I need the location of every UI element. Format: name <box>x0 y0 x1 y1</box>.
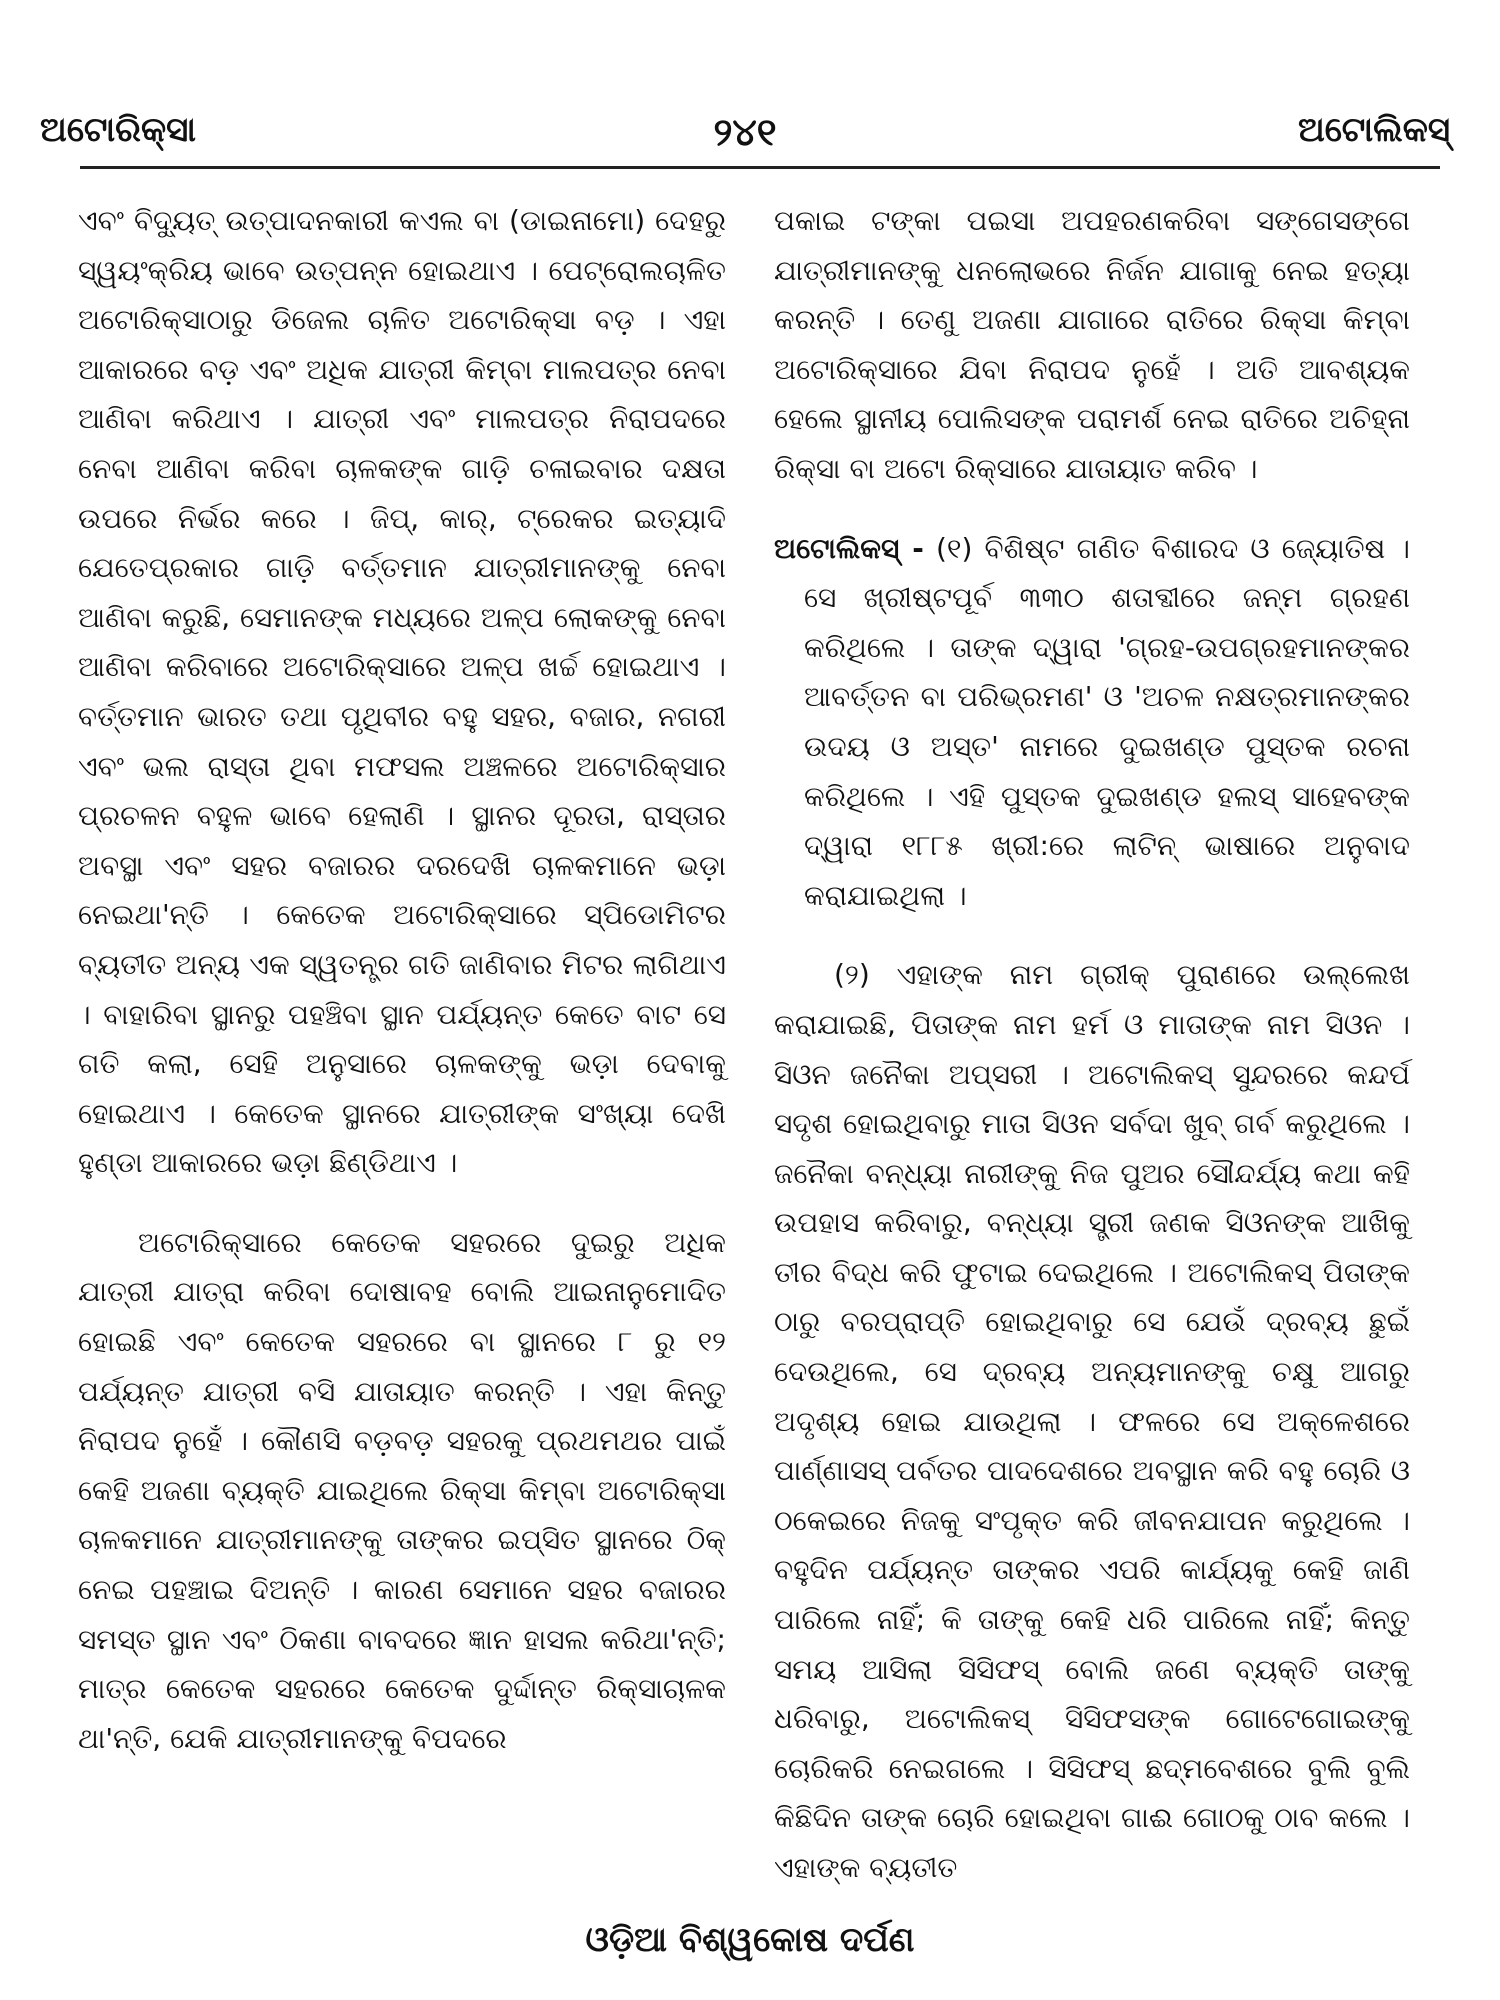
header-left-guide-word: ଅଟୋରିକ୍ସା <box>40 110 196 150</box>
header-right-guide-word: ଅଟୋଲିକସ୍ <box>1297 110 1450 150</box>
entry-body: (୧) ବିଶିଷ୍ଟ ଗଣିତ ବିଶାରଦ ଓ ଜ୍ୟୋତିଷ । ସେ ଖ୍ରୀଷ୍ଟପୂର୍ବ ୩୩୦ ଶତାବ୍ଦୀରେ ଜନ୍ମ ଗ୍ରହଣ କରିଥିଲେ । ତାଙ୍କ ଦ୍ୱାରା 'ଗ୍ରହ-ଉପଗ୍ରହମାନଙ୍କର ଆବର୍ତ୍ତନ ବା ପରିଭ୍ରମଣ' ଓ 'ଅଚଳ ନକ୍ଷତ୍ରମାନଙ୍କର ଉଦୟ ଓ ଅସ୍ତ' ନାମରେ ଦୁଇଖଣ୍ଡ ପୁସ୍ତକ ରଚନା କରିଥିଲେ । ଏହି ପୁସ୍ତକ ଦୁଇଖଣ୍ଡ ହଲସ୍ ସାହେବଙ୍କ ଦ୍ୱାରା ୧୮୮୫ ଖ୍ରୀ:ରେ ଲାଟିନ୍ ଭାଷାରେ ଅନୁବାଦ କରାଯାଇଥିଲା । <box>804 531 1411 912</box>
right-paragraph-1: ପକାଇ ଟଙ୍କା ପଇସା ଅପହରଣକରିବା ସଙ୍ଗେସଙ୍ଗେ ଯାତ୍ରୀମାନଙ୍କୁ ଧନଲୋଭରେ ନିର୍ଜନ ଯାଗାକୁ ନେଇ ହତ୍ୟା କରନ୍ତି । ତେଣୁ ଅଜଣା ଯାଗାରେ ରାତିରେ ରିକ୍ସା କିମ୍ବା ଅଟୋରିକ୍ସାରେ ଯିବା ନିରାପଦ ନୁହେଁ । ଅତି ଆବଶ୍ୟକ ହେଲେ ସ୍ଥାନୀୟ ପୋଲିସଙ୍କ ପରାମର୍ଶ ନେଇ ରାତିରେ ଅଚିହ୍ନା ରିକ୍ସା ବା ଅଟୋ ରିକ୍ସାରେ ଯାତାୟାତ କରିବ । <box>774 204 1410 485</box>
left-paragraph-2: ଅଟୋରିକ୍ସାରେ କେତେକ ସହରରେ ଦୁଇରୁ ଅଧିକ ଯାତ୍ରୀ ଯାତ୍ରା କରିବା ଦୋଷାବହ ବୋଲି ଆଇନାନୁମୋଦିତ ହୋଇଛି ଏବଂ କେତେକ ସହରରେ ବା ସ୍ଥାନରେ ୮ ରୁ ୧୨ ପର୍ଯ୍ୟନ୍ତ ଯାତ୍ରୀ ବସି ଯାତାୟାତ କରନ୍ତି । ଏହା କିନ୍ତୁ ନିରାପଦ ନୁହେଁ । କୌଣସି ବଡ଼ବଡ଼ ସହରକୁ ପ୍ରଥମଥର ପାଇଁ କେହି ଅଜଣା ବ୍ୟକ୍ତି ଯାଇଥିଲେ ରିକ୍ସା କିମ୍ବା ଅଟୋରିକ୍ସା ଚାଳକମାନେ ଯାତ୍ରୀମାନଙ୍କୁ ତାଙ୍କର ଇପ୍ସିତ ସ୍ଥାନରେ ଠିକ୍ ନେଇ ପହଞ୍ଚାଇ ଦିଅନ୍ତି । କାରଣ ସେମାନେ ସହର ବଜାରର ସମସ୍ତ ସ୍ଥାନ ଏବଂ ଠିକଣା ବାବଦରେ ଜ୍ଞାନ ହାସଲ କରିଥା'ନ୍ତି; ମାତ୍ର କେତେକ ସହରରେ କେତେକ ଦୁର୍ଦ୍ଦାନ୍ତ ରିକ୍ସାଚାଳକ ଥା'ନ୍ତି, ଯେକି ଯାତ୍ରୀମାନଙ୍କୁ ବିପଦରେ <box>78 1225 726 1755</box>
right-paragraph-2: (୨) ଏହାଙ୍କ ନାମ ଗ୍ରୀକ୍ ପୁରାଣରେ ଉଲ୍ଲେଖ କରାଯାଇଛି, ପିତାଙ୍କ ନାମ ହର୍ମ ଓ ମାତାଙ୍କ ନାମ ସିଓନ । ସିଓନ ଜନୈକା ଅପ୍ସରୀ । ଅଟୋଲିକସ୍ ସୁନ୍ଦରରେ କନ୍ଦର୍ପ ସଦୃଶ ହୋଇଥିବାରୁ ମାତା ସିଓନ ସର୍ବଦା ଖୁବ୍ ଗର୍ବ କରୁଥିଲେ । ଜନୈକା ବନ୍ଧ୍ୟା ନାରୀଙ୍କୁ ନିଜ ପୁଅର ସୌନ୍ଦର୍ଯ୍ୟ କଥା କହି ଉପହାସ କରିବାରୁ, ବନ୍ଧ୍ୟା ସ୍ତ୍ରୀ ଜଣକ ସିଓନଙ୍କ ଆଖିକୁ ତୀର ବିଦ୍ଧ କରି ଫୁଟାଇ ଦେଇଥିଲେ । ଅଟୋଲିକସ୍ ପିତାଙ୍କ ଠାରୁ ବରପ୍ରାପ୍ତି ହୋଇଥିବାରୁ ସେ ଯେଉଁ ଦ୍ରବ୍ୟ ଛୁଇଁ ଦେଉଥିଲେ, ସେ ଦ୍ରବ୍ୟ ଅନ୍ୟମାନଙ୍କୁ ଚକ୍ଷୁ ଆଗରୁ ଅଦୃଶ୍ୟ ହୋଇ ଯାଉଥିଲା । ଫଳରେ ସେ ଅକ୍ଳେଶରେ ପାର୍ଣ୍ଣାସସ୍ ପର୍ବତର ପାଦଦେଶରେ ଅବସ୍ଥାନ କରି ବହୁ ଚୋରି ଓ ଠକେଇରେ ନିଜକୁ ସଂପୃକ୍ତ କରି ଜୀବନଯାପନ କରୁଥିଲେ । ବହୁଦିନ ପର୍ଯ୍ୟନ୍ତ ତାଙ୍କର ଏପରି କାର୍ଯ୍ୟକୁ କେହି ଜାଣି ପାରିଲେ ନାହିଁ; କି ତାଙ୍କୁ କେହି ଧରି ପାରିଲେ ନାହିଁ; କିନ୍ତୁ ସମୟ ଆସିଲା ସିସିଫସ୍ ବୋଲି ଜଣେ ବ୍ୟକ୍ତି ତାଙ୍କୁ ଧରିବାରୁ, ଅଟୋଲିକସ୍ ସିସିଫସଙ୍କ ଗୋଟେଗୋଇଙ୍କୁ ଚୋରିକରି ନେଇଗଲେ । ସିସିଫସ୍ ଛଦ୍ମବେଶରେ ବୁଲି ବୁଲି କିଛିଦିନ ତାଙ୍କ ଚୋରି ହୋଇଥିବା ଗାଈ ଗୋଠକୁ ଠାବ କଲେ । ଏହାଙ୍କ ବ୍ୟତୀତ <box>774 958 1410 1884</box>
left-column <box>78 196 726 1763</box>
paragraph-gap <box>774 920 1410 950</box>
page-number: ୨୪୧ <box>713 110 777 154</box>
left-paragraph-1: ଏବଂ ବିଦ୍ୟୁତ୍ ଉତ୍ପାଦନକାରୀ କଏଲ ବା (ଡାଇନାମୋ) ଦେହରୁ ସ୍ୱୟଂକ୍ରିୟ ଭାବେ ଉତ୍ପନ୍ନ ହୋଇଥାଏ । ପେଟ୍ରୋଲଚାଳିତ ଅଟୋରିକ୍ସାଠାରୁ ଡିଜେଲ ଚାଳିତ ଅଟୋରିକ୍ସା ବଡ଼ । ଏହା ଆକାରରେ ବଡ଼ ଏବଂ ଅଧିକ ଯାତ୍ରୀ କିମ୍ବା ମାଲପତ୍ର ନେବା ଆଣିବା କରିଥାଏ । ଯାତ୍ରୀ ଏବଂ ମାଲପତ୍ର ନିରାପଦରେ ନେବା ଆଣିବା କରିବା ଚାଳକଙ୍କ ଗାଡ଼ି ଚଳାଇବାର ଦକ୍ଷତା ଉପରେ ନିର୍ଭର କରେ । ଜିପ୍, କାର୍, ଟ୍ରେକର ଇତ୍ୟାଦି ଯେତେପ୍ରକାର ଗାଡ଼ି ବର୍ତ୍ତମାନ ଯାତ୍ରୀମାନଙ୍କୁ ନେବା ଆଣିବା କରୁଛି, ସେମାନଙ୍କ ମଧ୍ୟରେ ଅଳ୍ପ ଲୋକଙ୍କୁ ନେବା ଆଣିବା କରିବାରେ ଅଟୋରିକ୍ସାରେ ଅଳ୍ପ ଖର୍ଚ୍ଚ ହୋଇଥାଏ । ବର୍ତ୍ତମାନ ଭାରତ ତଥା ପୃଥିବୀର ବହୁ ସହର, ବଜାର, ନଗରୀ ଏବଂ ଭଲ ରାସ୍ତା ଥିବା ମଫସଲ ଅଞ୍ଚଳରେ ଅଟୋରିକ୍ସାର ପ୍ରଚଳନ ବହୁଳ ଭାବେ ହେଲାଣି । ସ୍ଥାନର ଦୂରତା, ରାସ୍ତାର ଅବସ୍ଥା ଏବଂ ସହର ବଜାରର ଦରଦେଖି ଚାଳକମାନେ ଭଡ଼ା ନେଇଥା'ନ୍ତି । କେତେକ ଅଟୋରିକ୍ସାରେ ସ୍ପିଡୋମିଟର ବ୍ୟତୀତ ଅନ୍ୟ ଏକ ସ୍ୱତନ୍ତ୍ର ଗତି ଜାଣିବାର ମିଟର ଲାଗିଥାଏ । ବାହାରିବା ସ୍ଥାନରୁ ପହଞ୍ଚିବା ସ୍ଥାନ ପର୍ଯ୍ୟନ୍ତ କେତେ ବାଟ ସେ ଗତି କଲା, ସେହି ଅନୁସାରେ ଚାଳକଙ୍କୁ ଭଡ଼ା ଦେବାକୁ ହୋଇଥାଏ । କେତେକ ସ୍ଥାନରେ ଯାତ୍ରୀଙ୍କ ସଂଖ୍ୟା ଦେଖି ହୁଣ୍ଡା ଆକାରରେ ଭଡ଼ା ଛିଣ୍ଡିଥାଏ । <box>78 204 726 1180</box>
paragraph-gap <box>774 494 1410 524</box>
right-column <box>774 196 1410 1893</box>
paragraph-gap <box>78 1188 726 1218</box>
entry-headword: ଅଟୋଲିକସ୍ - <box>774 531 924 565</box>
header-rule <box>80 166 1440 169</box>
page-header <box>40 100 1450 160</box>
page-footer-title: ଓଡ଼ିଆ ବିଶ୍ୱକୋଷ ଦର୍ପଣ <box>585 1920 915 1960</box>
entry-autolycus <box>774 524 1410 921</box>
